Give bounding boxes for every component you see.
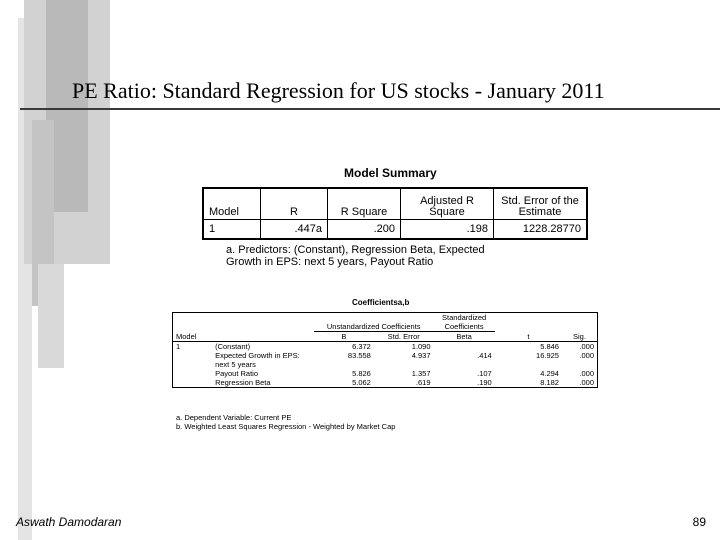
co-row-name: (Constant) — [215, 342, 251, 351]
co-model-number: 1 — [176, 342, 181, 351]
co-row-se: 1.357 — [411, 369, 431, 378]
ms-cell-adj-r-square: .198 — [401, 220, 494, 240]
co-note-b: b. Weighted Least Squares Regression - Weighted by Market Cap — [176, 422, 396, 431]
ms-cell-r-square: .200 — [328, 220, 401, 240]
table-row — [173, 351, 598, 369]
co-row-b: 6.372 — [352, 342, 371, 351]
model-summary-table — [202, 187, 588, 240]
ms-header-r-square: R Square — [328, 188, 401, 220]
co-row-t: 5.846 — [540, 342, 559, 351]
co-row-t: 4.294 — [540, 369, 559, 378]
ms-note-line: a. Predictors: (Constant), Regression Beta, Expected — [226, 244, 485, 256]
co-row-beta: .190 — [477, 378, 492, 387]
coefficients-title: Coefficientsa,b — [352, 298, 410, 307]
co-header-std-error: Std. Error — [374, 332, 434, 342]
table-row — [173, 378, 598, 388]
co-row-name: Regression Beta — [215, 378, 271, 387]
co-row-t: 16.925 — [536, 351, 559, 360]
co-row-name: Expected Growth in EPS: next 5 years — [215, 351, 300, 369]
decor-bar — [38, 264, 64, 368]
co-note-a: a. Dependent Variable: Current PE — [176, 413, 292, 422]
co-row-t: 8.182 — [540, 378, 559, 387]
co-header-sig: Sig. — [562, 332, 598, 342]
title-underline — [20, 108, 720, 110]
author-footer: Aswath Damodaran — [16, 515, 122, 529]
ms-header-adj-r-square: Adjusted R Square — [401, 188, 494, 220]
table-row — [173, 369, 598, 378]
ms-header-std-error: Std. Error of the Estimate — [494, 188, 588, 220]
co-row-sig: .000 — [579, 351, 594, 360]
co-row-beta: .414 — [477, 351, 492, 360]
ms-cell-std-error: 1228.28770 — [494, 220, 588, 240]
table-row — [173, 342, 598, 352]
co-header-beta: Beta — [434, 332, 495, 342]
slide-title: PE Ratio: Standard Regression for US stocks - January 2011 — [72, 78, 605, 103]
page-number: 89 — [692, 515, 706, 529]
co-row-name: Payout Ratio — [215, 369, 259, 378]
co-row-beta — [434, 342, 495, 352]
co-group-unstandardized: Unstandardized Coefficients — [314, 313, 434, 332]
co-header-model: Model — [173, 332, 213, 342]
co-row-b: 83.558 — [347, 351, 371, 360]
coefficients-table — [172, 312, 598, 388]
model-summary-note — [226, 244, 485, 268]
ms-header-r: R — [261, 188, 328, 220]
co-header-t: t — [495, 332, 562, 342]
co-row-b: 5.062 — [352, 378, 371, 387]
co-row-se: 1.090 — [411, 342, 431, 351]
co-row-beta: .107 — [477, 369, 492, 378]
ms-cell-model: 1 — [203, 220, 261, 240]
co-row-se: 4.937 — [411, 351, 431, 360]
ms-cell-r: .447a — [261, 220, 328, 240]
co-row-sig: .000 — [579, 369, 594, 378]
co-row-b: 5.826 — [352, 369, 371, 378]
coefficients-notes — [176, 413, 395, 431]
co-row-sig: .000 — [579, 378, 594, 387]
co-group-standardized: Standardized Coefficients — [434, 313, 495, 332]
co-header-b: B — [314, 332, 374, 342]
ms-header-model: Model — [203, 188, 261, 220]
model-summary-title: Model Summary — [344, 166, 437, 180]
co-row-sig: .000 — [579, 342, 594, 351]
ms-note-line: Growth in EPS: next 5 years, Payout Ratio — [226, 256, 434, 268]
co-row-se: .619 — [415, 378, 431, 387]
